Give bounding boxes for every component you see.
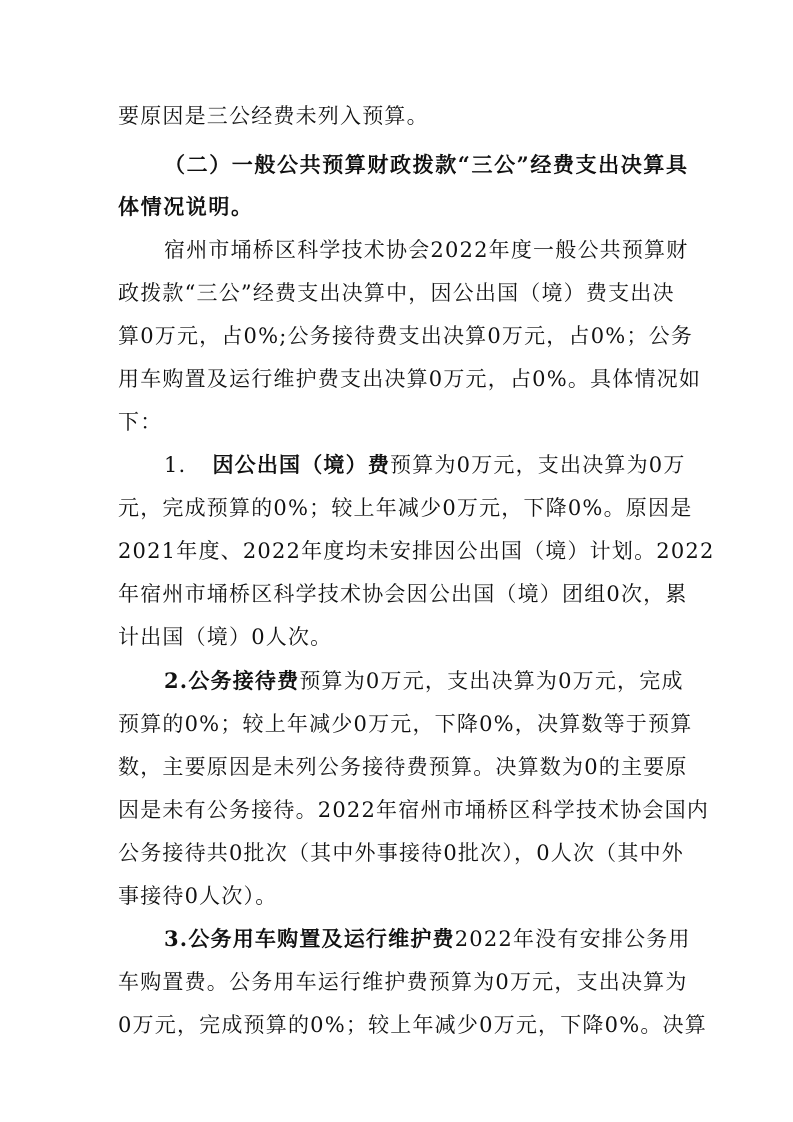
item-title-vehicles: 3.公务用车购置及运行维护费 (164, 926, 455, 951)
paragraph-line: 事接待0人次）。 (118, 884, 278, 908)
paragraph-line: 3.公务用车购置及运行维护费2022年没有安排公务用 (164, 926, 691, 951)
paragraph-line: 年宿州市埇桥区科学技术协会因公出国（境）团组0次，累 (118, 582, 688, 606)
paragraph-line: 2.公务接待费预算为0万元，支出决算为0万元，完成 (164, 668, 684, 693)
paragraph-line: 要原因是三公经费未列入预算。 (118, 104, 429, 128)
paragraph-line: 算0万元，占0%;公务接待费支出决算0万元，占0%；公务 (118, 324, 694, 348)
paragraph-line: 政拨款“三公”经费支出决算中，因公出国（境）费支出决 (118, 281, 675, 305)
paragraph-line: 公务接待共0批次（其中外事接待0批次），0人次（其中外 (118, 841, 684, 865)
paragraph-line: 用车购置及运行维护费支出决算0万元，占0%。具体情况如 (118, 367, 702, 391)
paragraph-line: 因是未有公务接待。2022年宿州市埇桥区科学技术协会国内 (118, 798, 710, 822)
paragraph-line: 宿州市埇桥区科学技术协会2022年度一般公共预算财 (164, 238, 689, 262)
paragraph-line: 下： (118, 410, 163, 434)
item-title-reception: 2.公务接待费 (164, 668, 300, 693)
paragraph-line: 数，主要原因是未列公务接待费预算。决算数为0的主要原 (118, 755, 688, 779)
section-heading-cont: 体情况说明。 (118, 194, 254, 219)
paragraph-line: 0万元，完成预算的0%；较上年减少0万元，下降0%。决算 (118, 1013, 707, 1037)
paragraph-line: 元，完成预算的0%；较上年减少0万元，下降0%。原因是 (118, 496, 693, 520)
paragraph-line: 2021年度、2022年度均未安排因公出国（境）计划。2022 (118, 539, 715, 563)
paragraph-line: 1. 因公出国（境）费预算为0万元，支出决算为0万 (164, 452, 686, 477)
paragraph-line: 计出国（境）0人次。 (118, 625, 333, 649)
item-title-travel: 因公出国（境）费 (212, 452, 391, 477)
paragraph-line: 预算的0%；较上年减少0万元，下降0%，决算数等于预算 (118, 712, 693, 736)
paragraph-line: 车购置费。公务用车运行维护费预算为0万元，支出决算为 (118, 970, 688, 994)
section-heading: （二）一般公共预算财政拨款“三公”经费支出决算具 (164, 152, 689, 177)
